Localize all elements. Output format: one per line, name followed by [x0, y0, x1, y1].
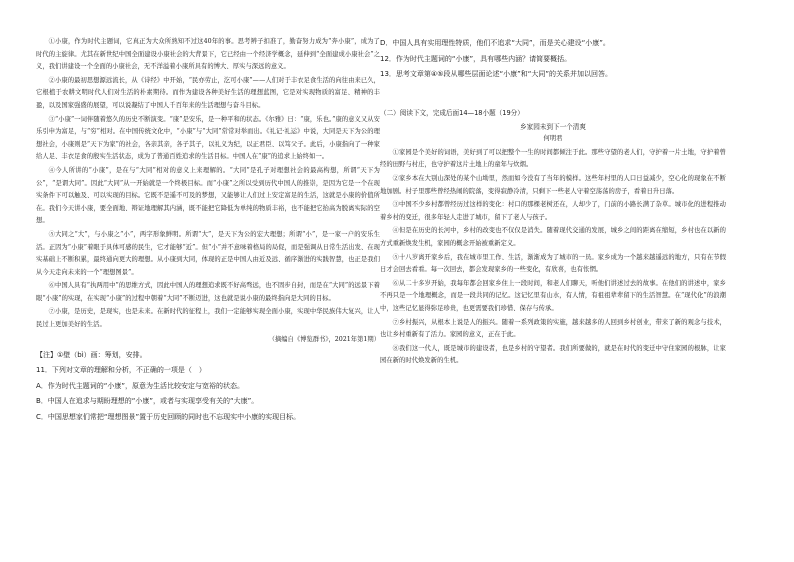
right-column — [380, 36, 726, 369]
article-paragraph-3: ③中国不少乡村都曾经历过这样的变化：村口的那棵老树还在，人却少了，门前的小路长满了杂草。城市化的进程推动着乡村的变迁，很多年轻人走进了城市，留下了老人与孩子。 — [380, 201, 726, 221]
article-paragraph-1: ①家园是个美好的词语，美好到了可以把整个一生的时间都倾注于此。那些守望的老人们，守护着一片土地，守护着曾经的田野与村庄，也守护着这片土地上的童年与炊烟。 — [380, 148, 726, 169]
source-citation: （摘编自《博览群书》，2021年第1期） — [268, 335, 380, 343]
article-paragraph-4: ④但是在历史的长河中，乡村的改变也不仅仅是消失。随着现代交通的发展，城乡之间的距离在缩短，乡村也在以新的方式重新焕发生机，家园的概念开始被重新定义。 — [380, 227, 726, 247]
option-a: A．作为时代主题词的“小康”，原意为生活比较安定与宽裕的状态。 — [36, 381, 245, 390]
article-paragraph-6: ⑥从二十多岁开始，我每年都会回家乡住上一段时间，和老人们聊天，听他们讲述过去的故事。在他们的讲述中，家乡不再只是一个地理概念，而是一段共同的记忆。这记忆里有山水，有人情，有祖祖辈辈留下的生活智慧。在“现代化”的浪潮中，这些记忆显得弥足珍贵，也更需要我们珍惜、保存与传承。 — [380, 279, 726, 312]
question-13: 13．思考文章第④⑤段从哪些层面论述“小康”和“大同”的关系并加以回答。 — [380, 70, 612, 79]
question-12: 12．作为时代主题词的“小康”，具有哪些内涵？请简要概括。 — [380, 54, 572, 63]
paragraph-5: ⑤大同之“大”，与小康之“小”，两字形象鲜明。所谓“大”，是天下为公的宏大理想；所谓“小”，是一家一户的安乐生活。正因为“小康”着眼于具体可感的民生，它才能够“近”。但“小”并不意味着格局的局促，而是强调从日常生活出发、在现实基础上不断积累，最终通向更大的理想。从小康到大同，体现的正是中国人由近及远、循序渐进的实践智慧，也正是我们从今天走向未来的一个“理想图景”。 — [36, 230, 380, 276]
option-d: D．中国人具有实用理性特质，他们不追求“大同”，而是关心建设“小康”。 — [380, 39, 610, 47]
article-paragraph-7: ⑦乡村振兴，从根本上说是人的振兴。随着一系列政策的实施，越来越多的人回到乡村创业，带来了新的观念与技术，也让乡村重新有了活力。家园的意义，正在于此。 — [380, 318, 726, 339]
option-c: C．中国思想家们常把“理想图景”置于历史回顾的同时也不忘现实中小康的实现目标。 — [36, 413, 301, 422]
section-heading: （二）阅读下文，完成后面14—18小题（19分） — [380, 108, 524, 117]
article-author: 何明君 — [543, 134, 563, 142]
article-paragraph-2: ②家乡本在大别山深处的某个山坳里，然而如今没有了当年的模样。这些年村里的人口日益减少，空心化的现象在不断地加剧。村子里那些曾经热闹的院落，变得寂静冷清，只剩下一些老人守着空荡荡的房子，看着日升日落。 — [380, 174, 726, 195]
question-11: 11．下列对文章的理解和分析，不正确的一项是（ ） — [36, 366, 206, 375]
paragraph-2: ②小康的最初思想源远流长，从《诗经》中开始，“民亦劳止，汔可小康”——人们对于丰衣足食生活的向往由来已久，它根植于农耕文明时代人们对生活的朴素期待。而作为建设各种美好生活的理想蓝图，它是对实现物质的富足、精神的丰盈，以及国家强盛的展望，可以说凝结了中国人千百年来的生活理想与奋斗目标。 — [36, 76, 380, 109]
option-b: B．中国人在追求与期盼理想的“小康”，或者与实现享受有关的“大康”。 — [36, 397, 259, 406]
article-title: 乡家园未到下一个清爽 — [520, 122, 586, 131]
footnote: 【注】①壁（bì）画：筹划，安排。 — [36, 350, 147, 359]
article-paragraph-5: ⑤十八岁离开家乡后，我在城市里工作、生活，渐渐成为了城市的一员。家乡成为一个越来越遥远的地方，只有在节假日才会回去看看。每一次回去，都会发现家乡的一些变化，有欣喜，也有怅惘。 — [380, 253, 726, 274]
paragraph-3: ③“小康”一词伴随着悠久的历史不断演变。“康”是安乐，是一种平和的状态。《尔雅》曰：“康，乐也。”康的意义又从安乐引申为富足，与“穷”相对。在中国传统文化中，“小康”与“大同”常常对举而出。《礼记·礼运》中说，大同是天下为公的理想社会，小康则是“天下为家”的社会，各亲其亲，各子其子，以礼义为纪，以正君臣、以笃父子。此后，小康指向了一种家给人足、丰衣足食的殷实生活状态，成为了普通百姓追求的生活目标。中国人在“康”的追求上始终如一。 — [36, 115, 380, 161]
article-paragraph-8: ⑧我们这一代人，既是城市的建设者，也是乡村的守望者。我们所要做的，就是在时代的变迁中守住家园的根脉，让家园在新的时代焕发新的生机。 — [380, 344, 726, 365]
paragraph-1: ①小康，作为时代主题词，它真正为大众所熟知不过这40年的事。思考辨子扣准了，勤奋努力成为“奔小康”，成为了时代的主旋律。尤其在新世纪中国全面建设小康社会的大背景下，它已经由一个经济学概念，延伸到“全面建成小康社会”之义，我们讲建设一个全面的小康社会，无不洋溢着小康所具有的博大、厚实与深远的意义。 — [36, 38, 380, 71]
left-column — [36, 36, 380, 426]
paragraph-6: ⑥中国人具有“执两用中”的思维方式，因此中国人的理想追求既不好高骛远，也不固步自封，而是在“大同”的远景下着眼“小康”的实现，在实现“小康”的过程中朝着“大同”不断迈进，这也就是说小康的最终指向是大同的目标。 — [36, 282, 380, 302]
paragraph-4: ④今人所讲的“小康”，是在与“大同”相对的意义上来理解的。“大同”是孔子对理想社会的最高构想，所谓“天下为公”，“是谓大同”。因此“大同”从一开始就是一个终极目标。而“小康”之所以受到历代中国人的推崇，是因为它是一个在现实条件下可以触及、可以实现的目标。它既不是遥不可及的梦想，又能够让人们过上安定富足的生活，这就是小康的价值所在。我们今天讲小康，要全面地、辩证地理解其内涵，既不能把它降低为单纯的物质丰裕，也不能把它抬高为脱离实际的空想。 — [36, 166, 380, 225]
paragraph-7: ⑦小康，是历史，是现实，也是未来。在新时代的征程上，我们一定能够实现全面小康，实现中华民族伟大复兴，让人民过上更加美好的生活。 — [36, 308, 380, 329]
